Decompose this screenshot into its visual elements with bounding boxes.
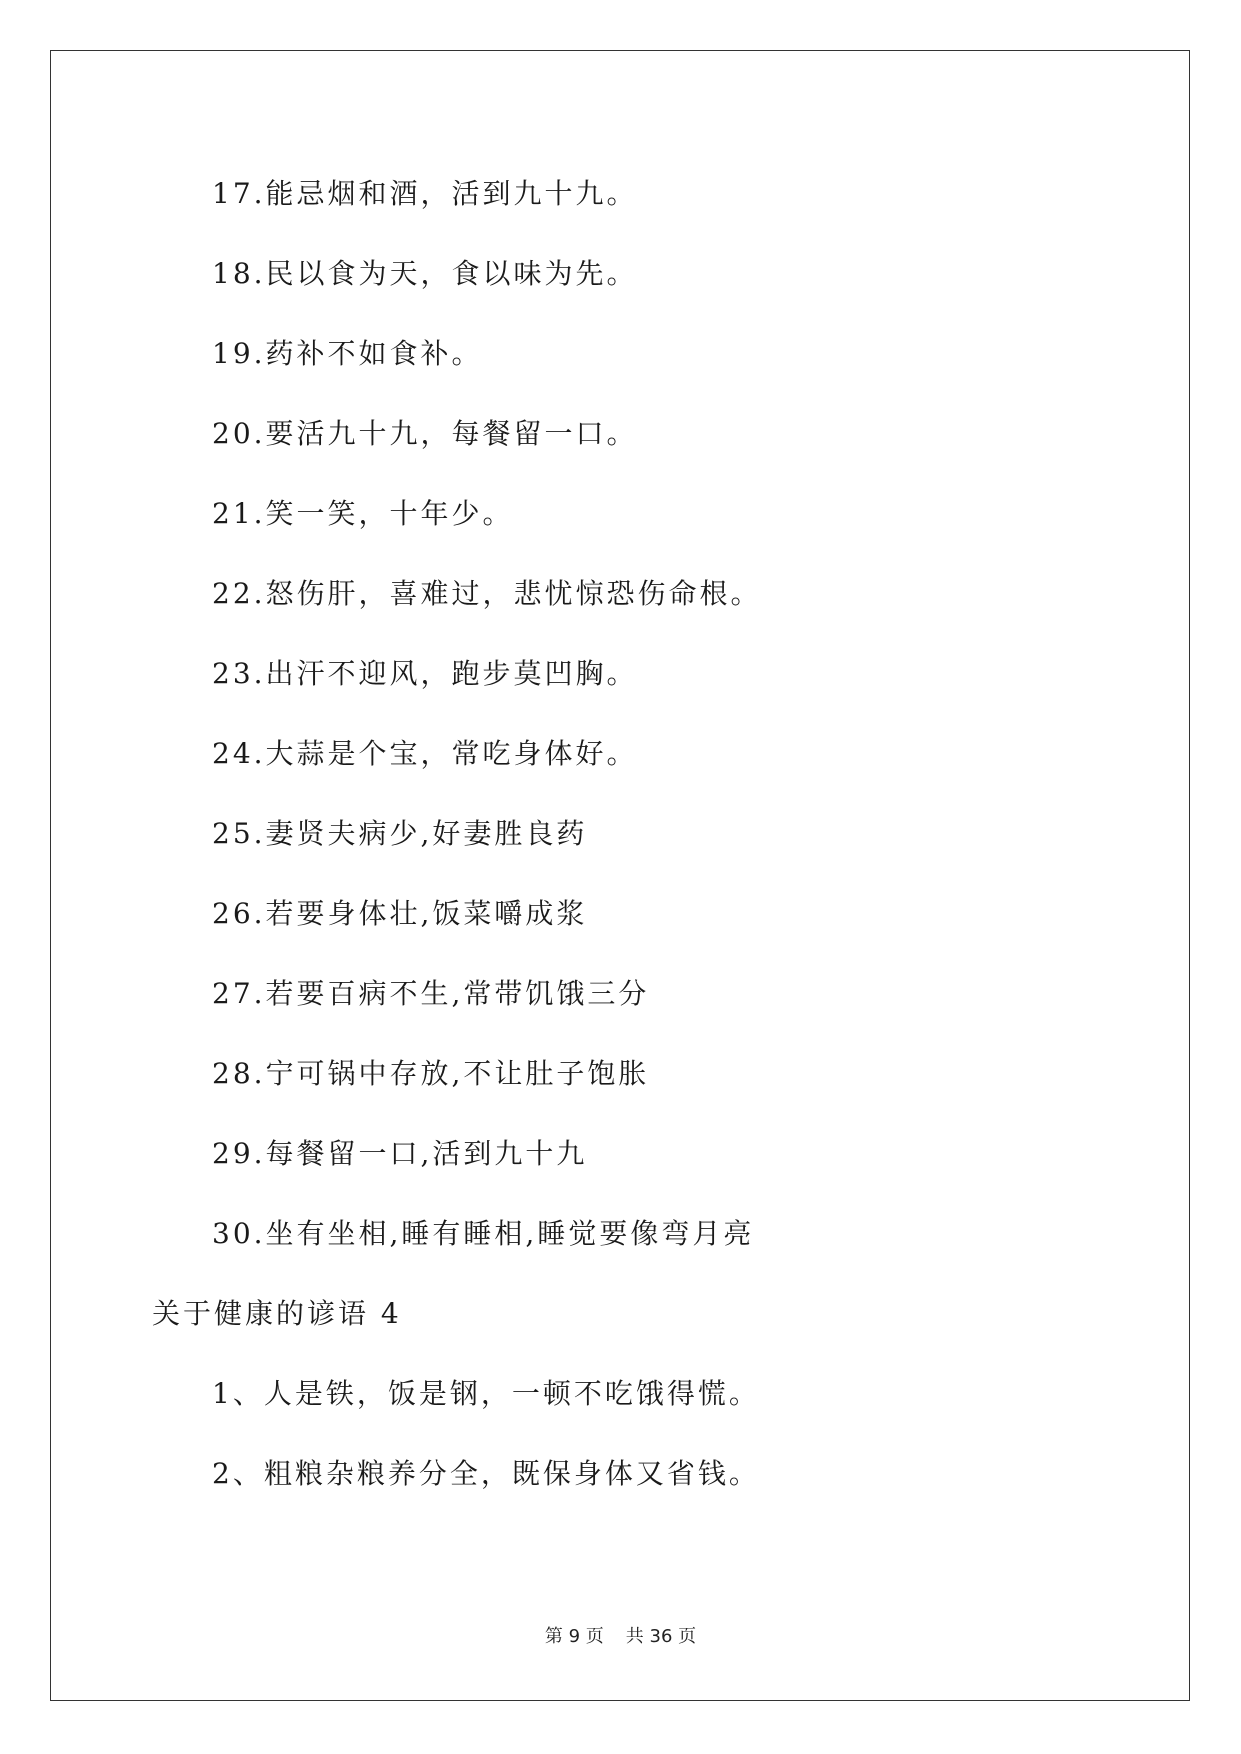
proverb-line: 27.若要百病不生,常带饥饿三分 [212, 977, 650, 1010]
section-heading: 关于健康的谚语 4 [152, 1297, 402, 1330]
proverb-line: 22.怒伤肝，喜难过，悲忧惊恐伤命根。 [212, 577, 762, 610]
proverb-line: 30.坐有坐相,睡有睡相,睡觉要像弯月亮 [212, 1217, 755, 1250]
section-item: 1、人是铁，饭是钢，一顿不吃饿得慌。 [212, 1377, 760, 1410]
proverb-line: 24.大蒜是个宝，常吃身体好。 [212, 737, 638, 770]
proverb-line: 26.若要身体壮,饭菜嚼成浆 [212, 897, 588, 930]
proverb-line: 17.能忌烟和酒，活到九十九。 [212, 177, 638, 210]
proverb-line: 25.妻贤夫病少,好妻胜良药 [212, 817, 588, 850]
section-item: 2、粗粮杂粮养分全，既保身体又省钱。 [212, 1457, 760, 1490]
proverb-line: 28.宁可锅中存放,不让肚子饱胀 [212, 1057, 650, 1090]
proverb-line: 19.药补不如食补。 [212, 337, 483, 370]
page-number: 第 9 页 [544, 1626, 604, 1647]
page-total: 共 36 页 [625, 1626, 697, 1647]
proverb-line: 29.每餐留一口,活到九十九 [212, 1137, 588, 1170]
proverb-line: 23.出汗不迎风，跑步莫凹胸。 [212, 657, 638, 690]
page-border [50, 50, 1190, 1701]
proverb-line: 20.要活九十九，每餐留一口。 [212, 417, 638, 450]
proverb-line: 18.民以食为天，食以味为先。 [212, 257, 638, 290]
page-footer [0, 1625, 1241, 1649]
proverb-line: 21.笑一笑，十年少。 [212, 497, 514, 530]
